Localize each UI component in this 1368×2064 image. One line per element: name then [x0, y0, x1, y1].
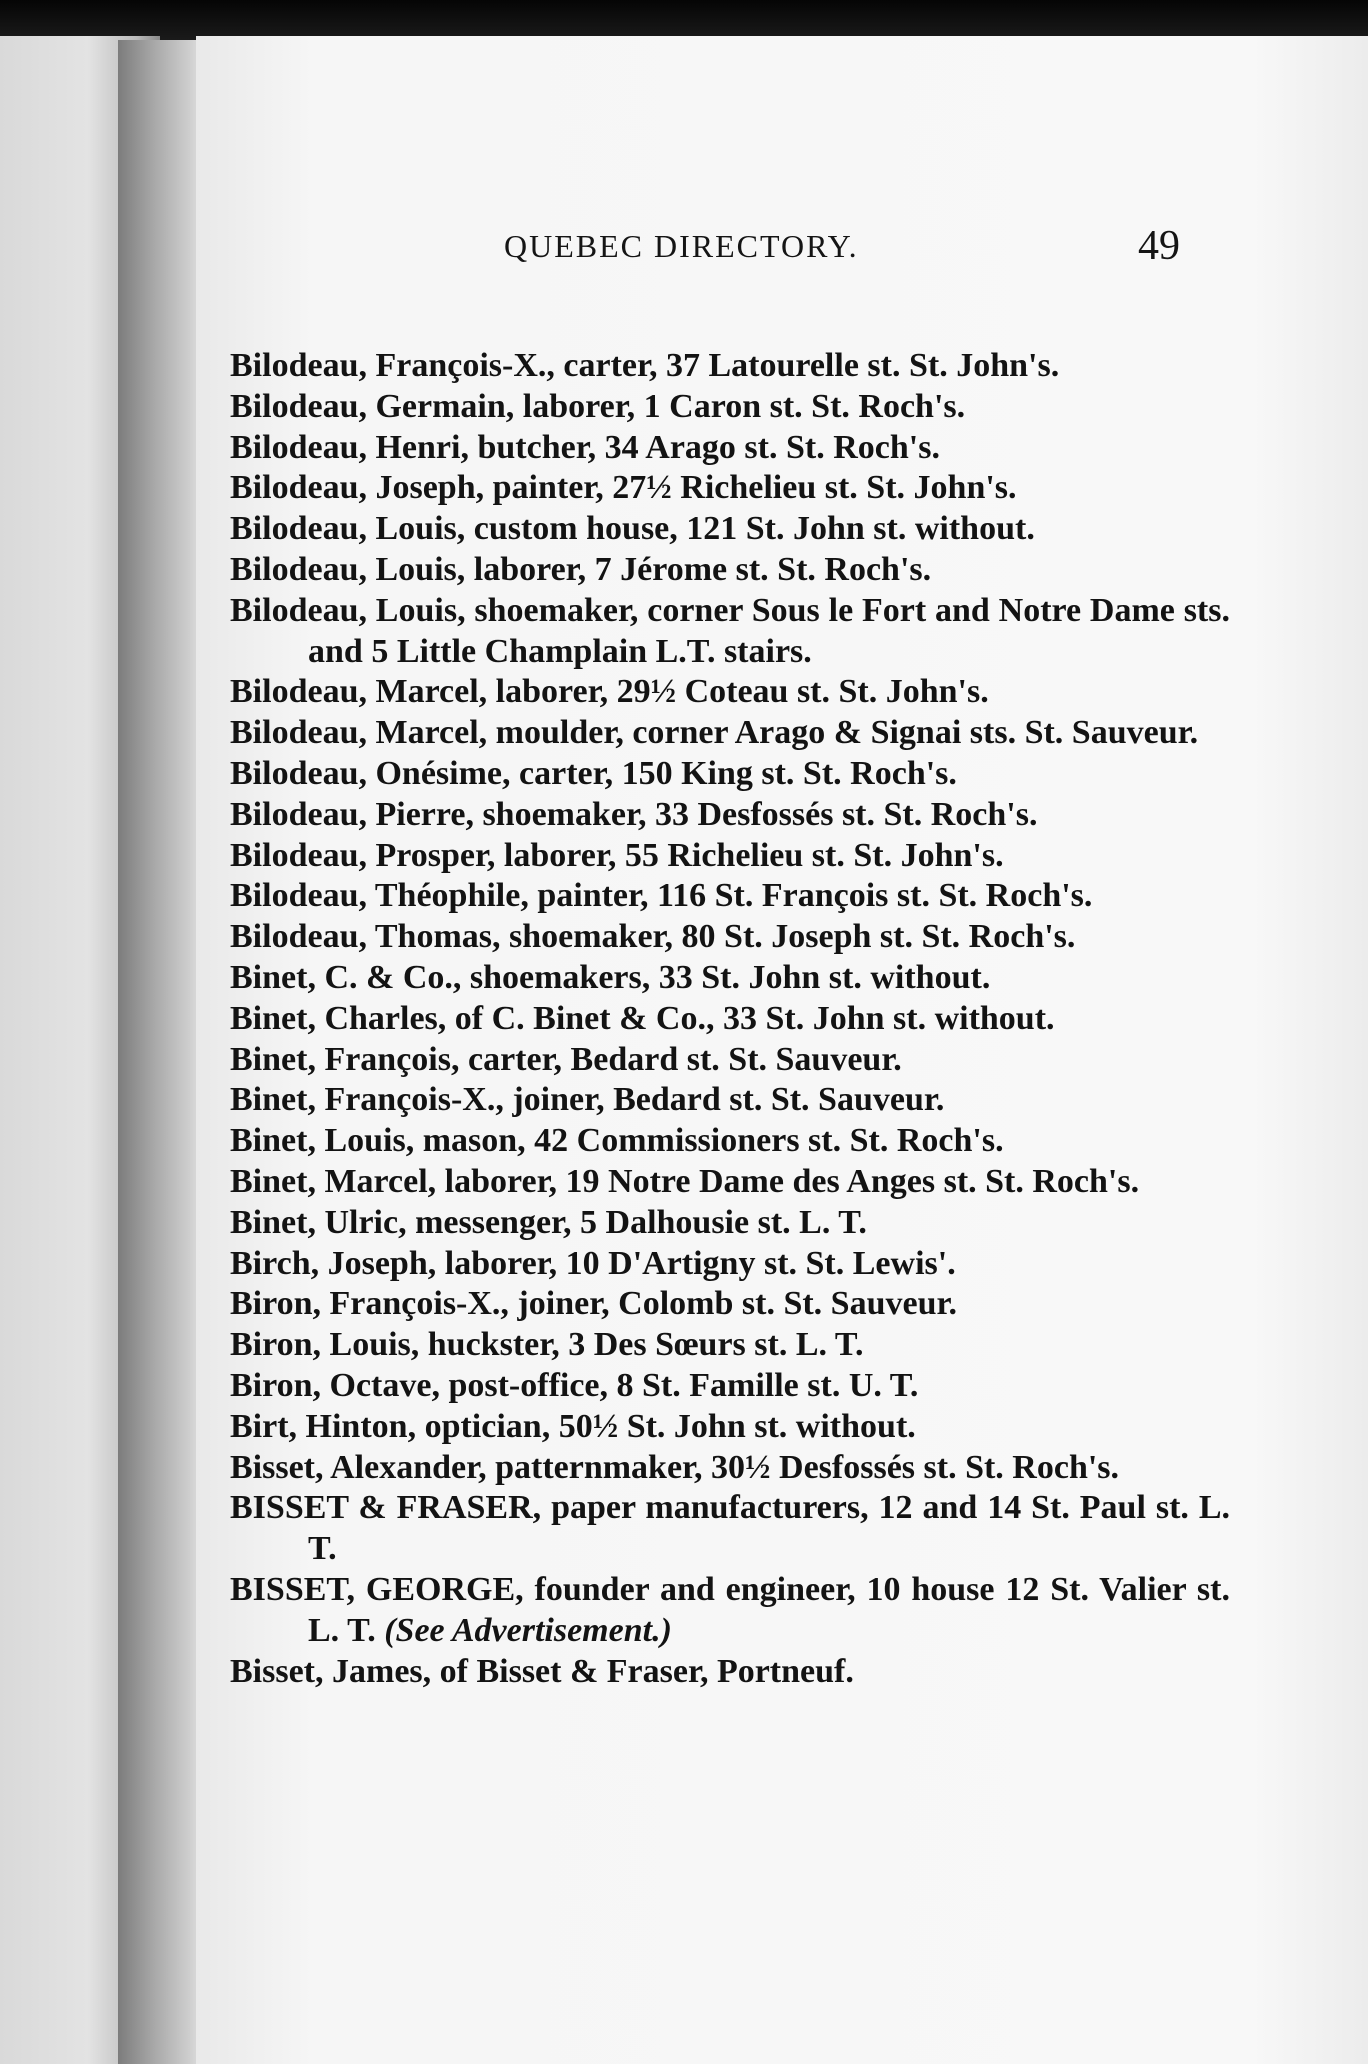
- entry-text: Bilodeau, Germain, laborer, 1 Caron st. St. Roch's.: [230, 387, 966, 425]
- directory-entry: [230, 958, 1230, 999]
- directory-entry: [230, 917, 1230, 958]
- entry-text: Bilodeau, Louis, laborer, 7 Jérome st. St. Roch's.: [230, 550, 932, 588]
- entry-text: Bisset, James, of Bisset & Fraser, Portneuf.: [230, 1652, 854, 1690]
- entry-text: Binet, Charles, of C. Binet & Co., 33 St. John st. without.: [230, 999, 1055, 1037]
- directory-entry: [230, 1040, 1230, 1081]
- directory-entry: [230, 346, 1230, 387]
- entry-text: Bilodeau, Pierre, shoemaker, 33 Desfossés st. St. Roch's.: [230, 795, 1038, 833]
- directory-entry: [230, 836, 1230, 877]
- entry-text: Biron, Louis, huckster, 3 Des Sœurs st. L. T.: [230, 1326, 864, 1364]
- entry-text: BISSET & FRASER, paper manufacturers, 12 and 14 St. Paul st. L. T.: [230, 1489, 1230, 1568]
- entry-text: Bilodeau, Onésime, carter, 150 King st. St. Roch's.: [230, 754, 957, 792]
- directory-entry: [230, 795, 1230, 836]
- directory-entry: [230, 1284, 1230, 1325]
- directory-entry: [230, 876, 1230, 917]
- entry-text: BISSET, GEORGE, founder and engineer, 10 house 12 St. Valier st. L. T.: [230, 1570, 1230, 1649]
- directory-entry: [230, 1080, 1230, 1121]
- scan-top-edge: [0, 0, 1368, 40]
- directory-entry: [230, 428, 1230, 469]
- directory-entry: [230, 672, 1230, 713]
- directory-entry: [230, 754, 1230, 795]
- entry-text: Biron, François-X., joiner, Colomb st. St. Sauveur.: [230, 1285, 957, 1323]
- entry-text: Birch, Joseph, laborer, 10 D'Artigny st. St. Lewis'.: [230, 1244, 956, 1282]
- entry-text: Bilodeau, Joseph, painter, 27½ Richelieu st. St. John's.: [230, 469, 1017, 507]
- entry-text: Bilodeau, Thomas, shoemaker, 80 St. Joseph st. St. Roch's.: [230, 918, 1076, 956]
- entry-text: Binet, Marcel, laborer, 19 Notre Dame des Anges st. St. Roch's.: [230, 1162, 1140, 1200]
- directory-entry: [230, 387, 1230, 428]
- advertisement-note: (See Advertisement.): [384, 1611, 672, 1649]
- directory-entry: [230, 1570, 1230, 1652]
- directory-entry: [230, 1121, 1230, 1162]
- entry-text: Binet, François-X., joiner, Bedard st. St. Sauveur.: [230, 1081, 945, 1119]
- directory-entry: [230, 509, 1230, 550]
- directory-entry: [230, 1325, 1230, 1366]
- entry-text: Binet, Ulric, messenger, 5 Dalhousie st. L. T.: [230, 1203, 867, 1241]
- entry-text: Bilodeau, Marcel, laborer, 29½ Coteau st. St. John's.: [230, 673, 989, 711]
- book-gutter-shadow: [118, 40, 208, 2064]
- entry-text: Bisset, Alexander, patternmaker, 30½ Desfossés st. St. Roch's.: [230, 1448, 1120, 1486]
- directory-entry: [230, 550, 1230, 591]
- directory-entry: [230, 468, 1230, 509]
- directory-entry: [230, 1448, 1230, 1489]
- entry-text: Binet, C. & Co., shoemakers, 33 St. John st. without.: [230, 958, 991, 996]
- entry-text: Birt, Hinton, optician, 50½ St. John st. without.: [230, 1407, 916, 1445]
- page-header: [196, 222, 1368, 272]
- directory-entry: [230, 1162, 1230, 1203]
- directory-page: [196, 36, 1368, 2064]
- directory-entries: [230, 346, 1230, 1692]
- entry-text: Binet, François, carter, Bedard st. St. Sauveur.: [230, 1040, 902, 1078]
- directory-entry: [230, 1652, 1230, 1693]
- entry-text: Bilodeau, Théophile, painter, 116 St. François st. St. Roch's.: [230, 877, 1093, 915]
- entry-text: Bilodeau, Henri, butcher, 34 Arago st. St. Roch's.: [230, 428, 940, 466]
- entry-text: Bilodeau, François-X., carter, 37 Latourelle st. St. John's.: [230, 347, 1060, 384]
- directory-entry: [230, 1488, 1230, 1570]
- directory-entry: [230, 713, 1230, 754]
- entry-text: Bilodeau, Louis, custom house, 121 St. John st. without.: [230, 510, 1035, 548]
- entry-text: Bilodeau, Louis, shoemaker, corner Sous le Fort and Notre Dame sts. and 5 Little Champlain L.T. stairs.: [230, 591, 1230, 670]
- directory-entry: [230, 1203, 1230, 1244]
- entry-text: Biron, Octave, post-office, 8 St. Famille st. U. T.: [230, 1366, 919, 1404]
- directory-entry: [230, 591, 1230, 673]
- directory-entry: [230, 1366, 1230, 1407]
- page-number: 49: [1138, 223, 1180, 269]
- directory-entry: [230, 999, 1230, 1040]
- entry-text: Bilodeau, Prosper, laborer, 55 Richelieu st. St. John's.: [230, 836, 1004, 874]
- directory-entry: [230, 1407, 1230, 1448]
- entry-text: Binet, Louis, mason, 42 Commissioners st. St. Roch's.: [230, 1122, 1004, 1160]
- running-title: QUEBEC DIRECTORY.: [504, 228, 859, 264]
- directory-entry: [230, 1244, 1230, 1285]
- entry-text: Bilodeau, Marcel, moulder, corner Arago & Signai sts. St. Sauveur.: [230, 714, 1199, 752]
